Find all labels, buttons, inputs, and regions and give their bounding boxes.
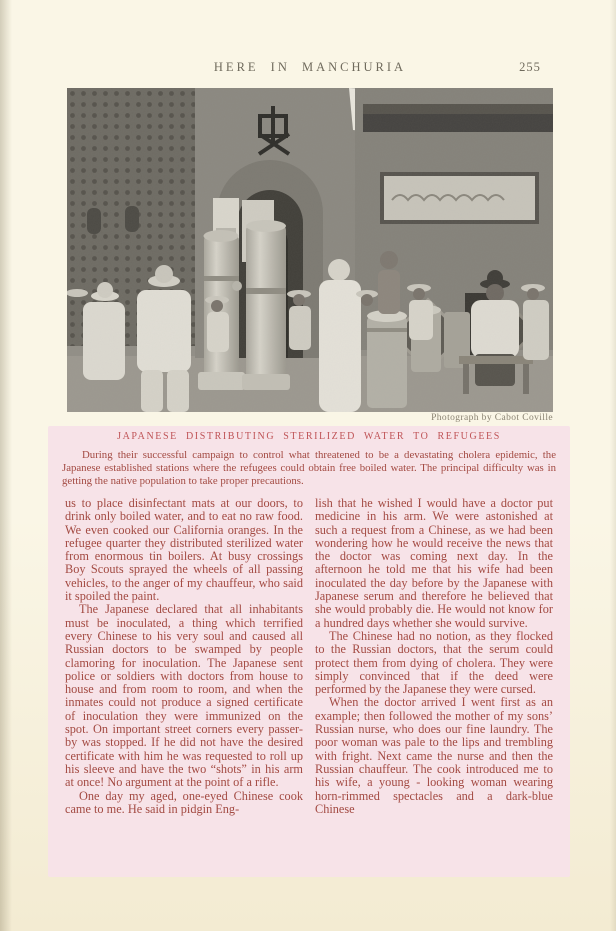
paragraph: When the doctor arrived I went first as an example; then followed the mother of my sons’ Russian nurse, who does our fine laundry. The poor woman was pale to the lips and trembling with fright. Next came the nurse and then the Russian chauffeur. The cook introduced me to his wife, a young - looking woman wearing horn-rimmed spectacles and a dark-blue Chinese <box>315 695 553 816</box>
paragraph: The Japanese declared that all inhabitants must be inoculated, a thing which terrified every Chinese to his very soul and caused all Russian doctors to be swamped by people clamoring for inoculation. The Japanese sent police or soldiers with doctors from house to house and from room to room, and when the inmates could not produce a signed certificate of inoculation they were immunized on the spot. On important street corners every passer-by was stopped. If he did not have the desired certificate with him he was requested to roll up his sleeve and have the two “shots” in his arm at once! No argument at the point of a rifle. <box>65 602 303 790</box>
page-edge-shadow-right <box>610 0 616 931</box>
caption-text: During their successful campaign to control what threatened to be a devastating cholera epidemic, the Japanese established stations where the refugees could obtain free boiled water. The principal difficulty was in getting the native population to take proper precautions. <box>62 449 556 487</box>
photo-japanese-water-station <box>67 88 553 412</box>
caption-panel <box>48 426 570 877</box>
page-number: 255 <box>519 60 541 74</box>
photo-credit: Photograph by Cabot Coville <box>431 413 553 423</box>
text-column-left <box>65 497 303 816</box>
photo-image <box>67 88 553 412</box>
paragraph: One day my aged, one-eyed Chinese cook came to me. He said in pidgin Eng- <box>65 788 303 816</box>
paragraph: lish that he wished I would have a doctor put medicine in his arm. We were astonished at such a request from a Chinese, as we had been wondering how he would receive the news that the doctor was coming next day. In the afternoon he told me that his wife had been inoculated the day before by the Japanese with Japanese serum and therefore he believed that she would probably die. He would not know for a hundred days whether she would survive. <box>315 496 553 630</box>
running-head-title: HERE IN MANCHURIA <box>213 60 407 74</box>
page-edge-shadow-left <box>0 0 12 931</box>
caption-title: JAPANESE DISTRIBUTING STERILIZED WATER TO REFUGEES <box>117 431 501 442</box>
text-column-right <box>315 497 553 816</box>
paragraph: us to place disinfectant mats at our doors, to drink only boiled water, and to eat no raw food. We even cooked our California oranges. In the refugee quarter they distributed sterilized water from enormous tin boilers. At busy crossings Boy Scouts sprayed the wheels of all passing vehicles, to the anger of my chauffeur, who said it spoiled the paint. <box>65 496 303 604</box>
paragraph: The Chinese had no notion, as they flocked to the Russian doctors, that the serum could protect them from dying of cholera. They were simply convinced that if the deed were performed by the Japanese they were cursed. <box>315 628 553 697</box>
